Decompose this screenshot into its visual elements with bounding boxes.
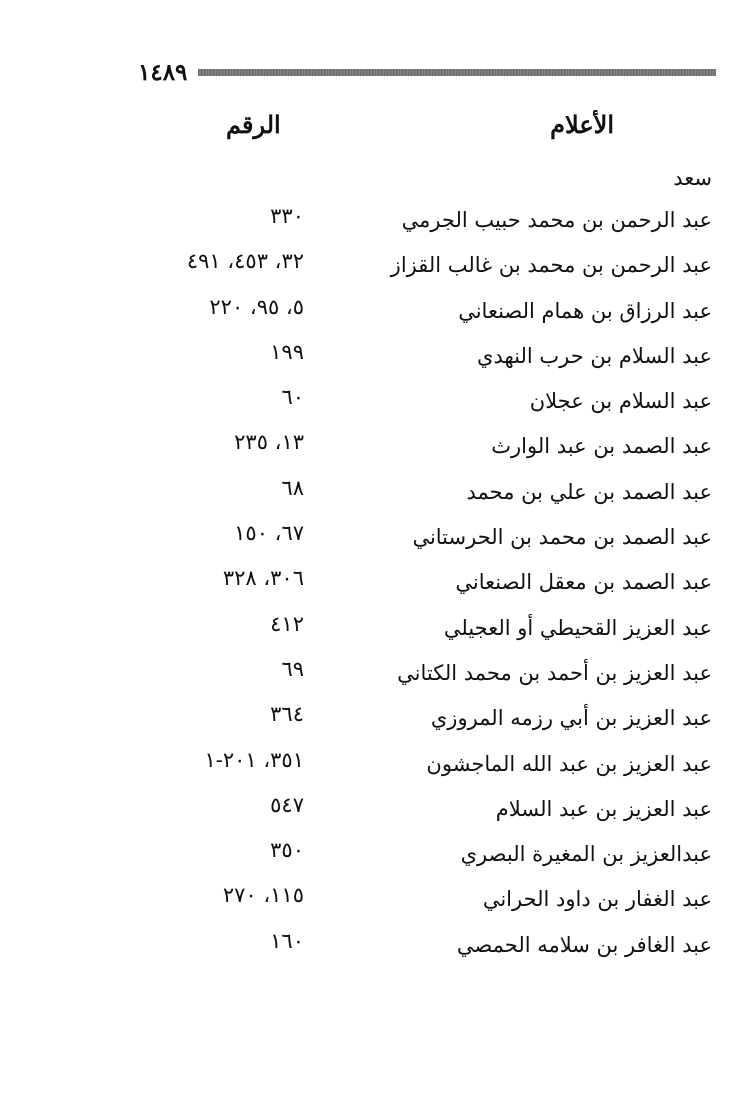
section-heading: سعد xyxy=(673,166,712,190)
entry-ref: ٣٠٦، ٣٢٨ xyxy=(222,566,304,591)
page-number: ١٤٨٩ xyxy=(138,59,188,86)
names-column-title: الأعلام xyxy=(550,110,614,139)
entry-name: عبد العزيز بن عبد الله الماجشون xyxy=(426,751,712,776)
entry-name: عبد الرزاق بن همام الصنعاني xyxy=(458,298,712,323)
page-header xyxy=(138,58,716,88)
entry-ref: ٣٣٠ xyxy=(270,204,304,228)
index-entry xyxy=(0,925,748,970)
entry-name: عبد السلام بن حرب النهدي xyxy=(477,343,712,368)
entry-name: عبد السلام بن عجلان xyxy=(529,389,712,414)
index-entry xyxy=(0,834,748,879)
index-entry xyxy=(0,879,748,924)
entry-name: عبد العزيز بن أحمد بن محمد الكتاني xyxy=(397,660,712,685)
entry-name: عبد العزيز بن عبد السلام xyxy=(495,796,712,821)
index-entry xyxy=(0,698,748,743)
index-entry xyxy=(0,789,748,834)
entry-ref: ١٦٠ xyxy=(270,928,304,953)
index-entry xyxy=(0,744,748,789)
entry-ref: ٤١٢ xyxy=(270,611,304,636)
index-entry xyxy=(0,426,748,471)
entry-name: عبدالعزيز بن المغيرة البصري xyxy=(460,842,712,867)
entry-ref: ١٣، ٢٣٥ xyxy=(234,430,304,455)
index-entry xyxy=(0,245,748,290)
entry-name: عبد الصمد بن معقل الصنعاني xyxy=(455,570,712,595)
entry-ref: ٣٥٠ xyxy=(270,838,304,863)
entry-name: عبد الرحمن بن محمد حبيب الجرمي xyxy=(401,208,712,232)
entry-ref: ٦٠ xyxy=(281,385,304,410)
entry-ref: ٣٦٤ xyxy=(270,702,304,727)
entry-name: عبد الصمد بن علي بن محمد xyxy=(466,479,712,504)
index-entry xyxy=(0,200,748,245)
entry-ref: ٥٤٧ xyxy=(270,792,304,817)
entry-ref: ١٩٩ xyxy=(270,339,304,364)
entry-name: عبد العزيز بن أبي رزمه المروزي xyxy=(430,706,712,731)
entry-ref: ٦٩ xyxy=(281,656,304,681)
index-entry xyxy=(0,562,748,607)
index-entries xyxy=(0,200,748,970)
index-entry xyxy=(0,336,748,381)
entry-name: عبد الصمد بن محمد بن الحرستاني xyxy=(412,525,712,550)
entry-ref: ٣٢، ٤٥٣، ٤٩١ xyxy=(186,249,304,274)
index-entry xyxy=(0,472,748,517)
header-rule xyxy=(198,69,716,76)
entry-name: عبد الغفار بن داود الحراني xyxy=(482,887,712,912)
index-entry xyxy=(0,291,748,336)
entry-ref: ٥، ٩٥، ٢٢٠ xyxy=(209,294,304,319)
index-entry xyxy=(0,517,748,562)
entry-name: عبد العزيز القحيطي أو العجيلي xyxy=(443,615,712,640)
index-entry xyxy=(0,608,748,653)
entry-name: عبد الغافر بن سلامه الحمصي xyxy=(456,932,712,957)
entry-name: عبد الرحمن بن محمد بن غالب القزاز xyxy=(390,253,712,278)
entry-ref: ٦٨ xyxy=(281,475,304,500)
entry-ref: ٦٧، ١٥٠ xyxy=(234,521,304,546)
index-entry xyxy=(0,653,748,698)
index-entry xyxy=(0,381,748,426)
entry-ref: ٣٥١، ٢٠١-١ xyxy=(204,747,304,772)
entry-name: عبد الصمد بن عبد الوارث xyxy=(491,434,712,459)
number-column-title: الرقم xyxy=(226,110,281,139)
entry-ref: ١١٥، ٢٧٠ xyxy=(222,883,304,908)
